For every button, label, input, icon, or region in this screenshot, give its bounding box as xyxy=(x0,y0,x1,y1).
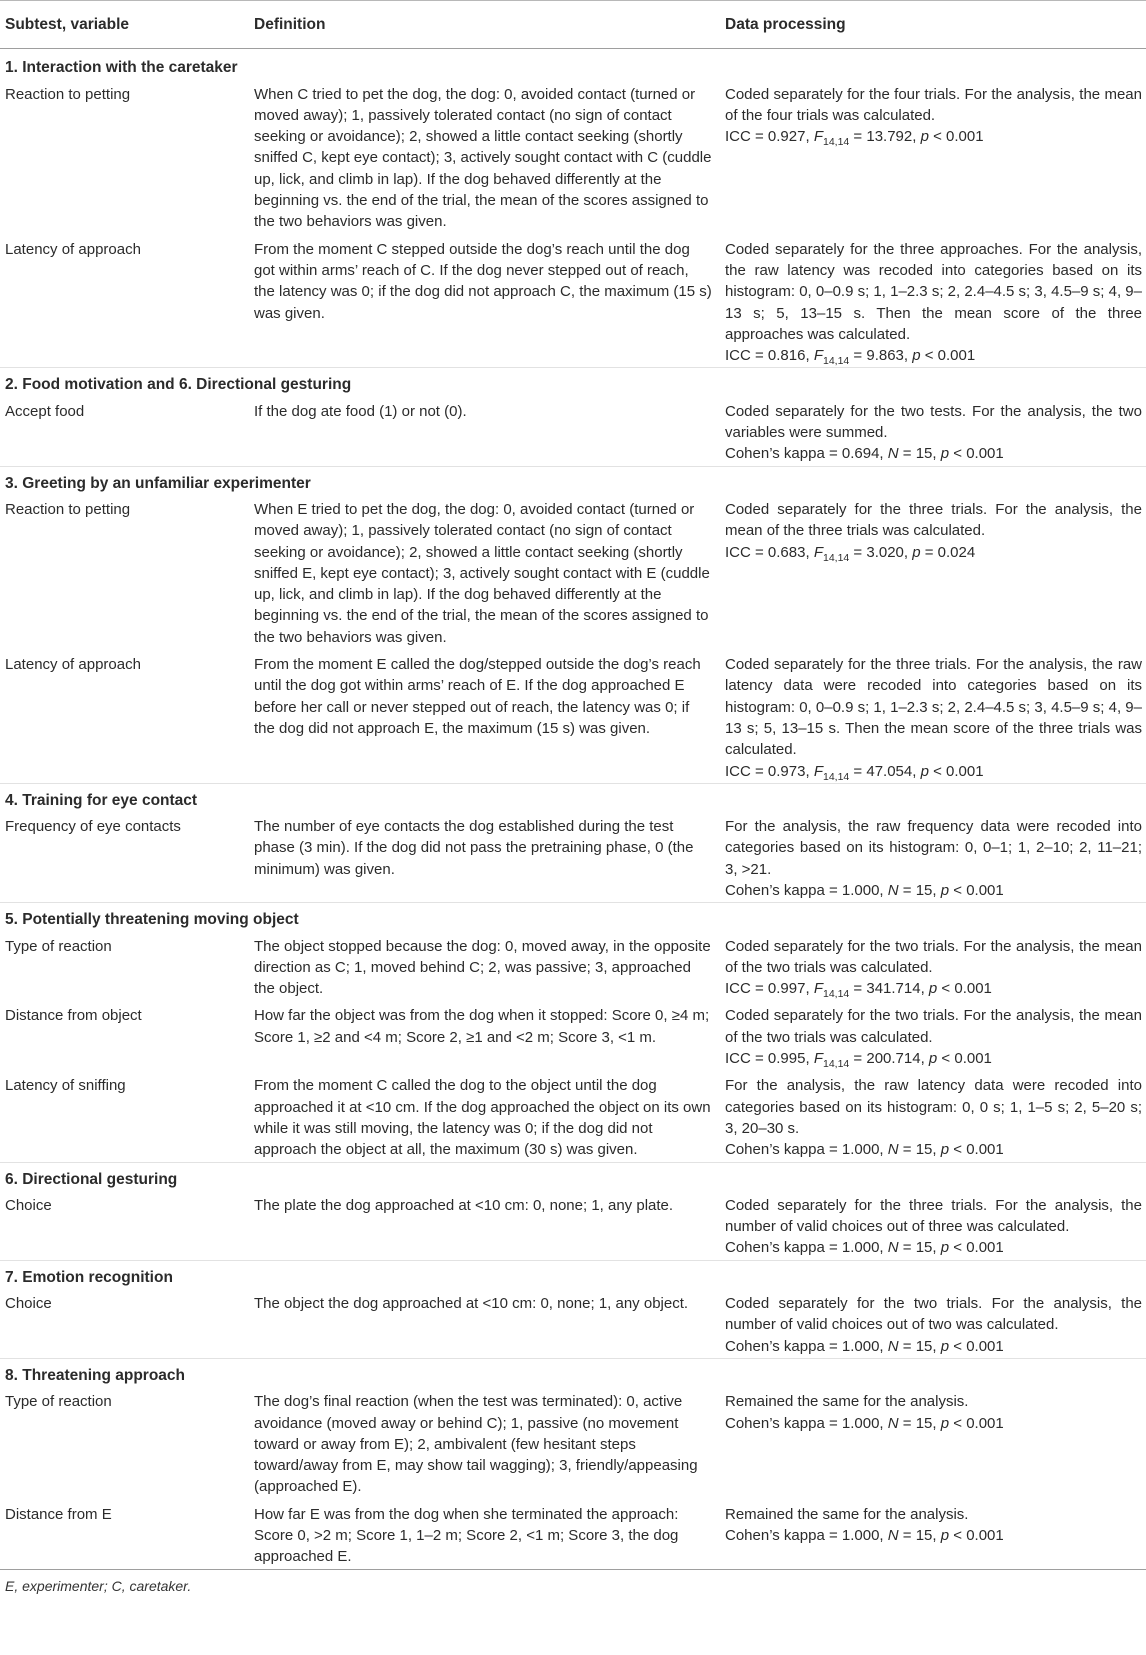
n-symbol: N xyxy=(887,1414,899,1432)
processing-text: Coded separately for the three trials. For the analysis, the mean of the three trials was calculated. xyxy=(725,500,1142,540)
p-value: < 0.001 xyxy=(949,1527,1004,1544)
processing-text: Coded separately for the two tests. For the analysis, the two variables were summed. xyxy=(725,402,1142,442)
table-row xyxy=(0,1386,1146,1498)
kappa-value: Cohen’s kappa = 1.000, xyxy=(725,881,888,899)
reliability-stat xyxy=(725,1048,1142,1069)
f-symbol: F xyxy=(813,1050,823,1068)
n-value: = 15, xyxy=(898,1414,941,1432)
variable-cell: Choice xyxy=(5,1295,52,1313)
p-value: < 0.001 xyxy=(937,980,992,998)
p-symbol: p xyxy=(928,980,938,998)
definition-cell: The object stopped because the dog: 0, moved away, in the opposite direction as C; 1, moved behind C; 2, was passive; 3, approached the object. xyxy=(254,937,711,998)
variable-cell: Type of reaction xyxy=(5,1393,112,1411)
section-header-row xyxy=(0,1260,1146,1288)
p-symbol: p xyxy=(940,1239,950,1257)
table-row xyxy=(0,79,1146,234)
kappa-value: Cohen’s kappa = 1.000, xyxy=(725,1239,888,1257)
definition-cell: When E tried to pet the dog, the dog: 0, avoided contact (turned or moved away); 1, passively tolerated contact (no sign of contact seeking or avoidance); 2, showed a little contact seeking (shortly sniffed E, kept eye contact); 3, actively sought contact with E (cuddle up, lick, and climb in lap). If the dog behaved differently at the beginning vs. the end of the trial, the mean of the scores assigned to the two behaviors was given. xyxy=(254,500,710,646)
section-title: 8. Threatening approach xyxy=(0,1358,1146,1386)
section-title: 1. Interaction with the caretaker xyxy=(5,59,238,77)
p-value: < 0.001 xyxy=(928,128,984,146)
definition-cell: The plate the dog approached at <10 cm: 0, none; 1, any plate. xyxy=(254,1196,674,1214)
p-value: < 0.001 xyxy=(949,881,1004,899)
section-title: 6. Directional gesturing xyxy=(0,1162,1146,1190)
processing-text: Coded separately for the three approaches. For the analysis, the raw latency was recoded into categories based on its histogram: 0, 0–0.9 s; 1, 1–2.3 s; 2, 2.4–4.5 s; 3, 4.5–9 s; 4, 9–13 s; 5, 13–15 s. Then the mean score of the three approaches was calculated. xyxy=(725,240,1142,343)
icc-value: ICC = 0.683, xyxy=(725,543,814,561)
processing-cell xyxy=(725,931,1146,1001)
reliability-stat xyxy=(725,880,1142,901)
header-subtest-variable: Subtest, variable xyxy=(0,1,254,49)
n-value: = 15, xyxy=(898,1527,941,1544)
table-row xyxy=(0,1499,1146,1569)
f-degrees-of-freedom: 14,14 xyxy=(822,136,850,149)
section-header-row xyxy=(0,783,1146,811)
variable-cell: Distance from E xyxy=(5,1505,112,1523)
section-header-row xyxy=(0,49,1146,79)
table-footnote: E, experimenter; C, caretaker. xyxy=(5,1578,192,1594)
f-value: = 200.714, xyxy=(849,1050,929,1068)
processing-cell xyxy=(725,1499,1146,1569)
reliability-stat xyxy=(725,126,1142,147)
section-title: 4. Training for eye contact xyxy=(0,783,1146,811)
icc-value: ICC = 0.973, xyxy=(725,762,814,780)
processing-cell xyxy=(725,396,1146,466)
p-value: < 0.001 xyxy=(937,1050,992,1068)
n-value: = 15, xyxy=(898,1337,941,1355)
p-symbol: p xyxy=(940,1337,950,1355)
variable-cell: Latency of approach xyxy=(5,656,141,674)
reliability-stat xyxy=(725,978,1142,999)
kappa-value: Cohen’s kappa = 1.000, xyxy=(725,1141,888,1159)
p-symbol: p xyxy=(912,543,921,561)
processing-cell xyxy=(725,234,1146,368)
kappa-value: Cohen’s kappa = 1.000, xyxy=(725,1527,888,1544)
p-symbol: p xyxy=(940,1414,950,1432)
kappa-value: Cohen’s kappa = 1.000, xyxy=(725,1414,888,1432)
f-symbol: F xyxy=(813,543,823,561)
processing-text: Remained the same for the analysis. xyxy=(725,1393,969,1411)
processing-text: Coded separately for the two trials. For the analysis, the mean of the two trials was calculated. xyxy=(725,937,1142,976)
processing-cell xyxy=(725,1190,1146,1260)
p-symbol: p xyxy=(940,1141,950,1159)
icc-value: ICC = 0.927, xyxy=(725,128,814,146)
p-symbol: p xyxy=(920,128,929,146)
f-degrees-of-freedom: 14,14 xyxy=(822,1058,850,1071)
table-row xyxy=(0,1190,1146,1260)
p-value: < 0.001 xyxy=(949,1141,1004,1159)
variable-cell: Distance from object xyxy=(5,1007,142,1025)
reliability-stat xyxy=(725,1413,1142,1434)
f-symbol: F xyxy=(813,762,823,780)
table-body xyxy=(0,49,1146,1569)
kappa-value: Cohen’s kappa = 0.694, xyxy=(725,445,888,463)
section-title: 7. Emotion recognition xyxy=(0,1260,1146,1288)
p-value: < 0.001 xyxy=(949,1337,1004,1355)
definition-cell: If the dog ate food (1) or not (0). xyxy=(254,402,467,420)
section-header-row xyxy=(0,1358,1146,1386)
n-symbol: N xyxy=(887,1239,899,1257)
p-symbol: p xyxy=(940,881,950,899)
definition-cell: From the moment C called the dog to the object until the dog approached it at <10 cm. If the dog approached the object on its own while it was still moving, the latency was 0; if the dog did not approach the object at all, the maximum (30 s) was given. xyxy=(254,1077,711,1159)
processing-text: Coded separately for the three trials. For the analysis, the number of valid choices out of three was calculated. xyxy=(725,1196,1142,1236)
variable-cell: Latency of sniffing xyxy=(5,1077,126,1095)
variable-cell: Choice xyxy=(5,1196,52,1214)
processing-cell xyxy=(725,811,1146,903)
processing-text: For the analysis, the raw latency data were recoded into categories based on its histogram: 0, 0 s; 1, 1–5 s; 2, 5–20 s; 3, 20–30 s. xyxy=(725,1077,1142,1137)
n-symbol: N xyxy=(887,1527,899,1544)
processing-cell xyxy=(725,1000,1146,1070)
variable-cell: Type of reaction xyxy=(5,937,112,955)
p-value: < 0.001 xyxy=(928,762,984,780)
n-value: = 15, xyxy=(898,1239,941,1257)
table-row xyxy=(0,396,1146,466)
p-symbol: p xyxy=(940,1527,950,1544)
table-row xyxy=(0,931,1146,1001)
reliability-stat xyxy=(725,1139,1142,1160)
variable-cell: Reaction to petting xyxy=(5,500,131,518)
f-symbol: F xyxy=(813,128,823,146)
f-degrees-of-freedom: 14,14 xyxy=(822,355,850,368)
n-symbol: N xyxy=(887,1337,899,1355)
n-symbol: N xyxy=(887,445,899,463)
f-symbol: F xyxy=(813,347,823,365)
section-header-row xyxy=(0,368,1146,396)
p-symbol: p xyxy=(928,1050,938,1068)
definition-cell: From the moment C stepped outside the dog’s reach until the dog got within arms’ reach of C. If the dog never stepped out of reach, the latency was 0; if the dog did not approach C, the maximum (15 s) was given. xyxy=(254,240,712,322)
processing-text: Coded separately for the four trials. For the analysis, the mean of the four trials was calculated. xyxy=(725,85,1142,124)
f-symbol: F xyxy=(813,980,823,998)
section-title: 2. Food motivation and 6. Directional gesturing xyxy=(0,368,1146,396)
reliability-stat xyxy=(725,542,1142,563)
variable-cell: Reaction to petting xyxy=(5,85,131,103)
header-definition: Definition xyxy=(254,1,725,49)
table-row xyxy=(0,234,1146,368)
f-degrees-of-freedom: 14,14 xyxy=(822,988,850,1001)
table-row xyxy=(0,1288,1146,1358)
table-row xyxy=(0,1070,1146,1162)
header-data-processing: Data processing xyxy=(725,1,1146,49)
processing-text: Remained the same for the analysis. xyxy=(725,1505,969,1523)
processing-text: Coded separately for the three trials. For the analysis, the raw latency data were recoded into categories based on its histogram: 0, 0–0.9 s; 1, 1–2.3 s; 2, 2.4–4.5 s; 3, 4.5–9 s; 4, 9–13 s; 5, 13–15 s. Then the mean score of the three trials was calculated. xyxy=(725,656,1142,759)
reliability-stat xyxy=(725,761,1142,782)
n-value: = 15, xyxy=(898,445,941,463)
p-value: < 0.001 xyxy=(920,347,976,365)
f-value: = 13.792, xyxy=(849,128,921,146)
definition-cell: The object the dog approached at <10 cm: 0, none; 1, any object. xyxy=(254,1295,689,1313)
n-value: = 15, xyxy=(898,1141,941,1159)
definition-cell: The number of eye contacts the dog established during the test phase (3 min). If the dog did not pass the pretraining phase, 0 (the minimum) was given. xyxy=(254,818,694,878)
table-row xyxy=(0,649,1146,783)
processing-text: Coded separately for the two trials. For the analysis, the number of valid choices out of two was calculated. xyxy=(725,1295,1142,1334)
p-value: < 0.001 xyxy=(949,1414,1004,1432)
reliability-stat xyxy=(725,1525,1142,1546)
f-value: = 3.020, xyxy=(849,543,913,561)
icc-value: ICC = 0.997, xyxy=(725,980,814,998)
reliability-stat xyxy=(725,1336,1142,1357)
n-symbol: N xyxy=(887,881,899,899)
definition-cell: How far the object was from the dog when it stopped: Score 0, ≥4 m; Score 1, ≥2 and <4 m; Score 2, ≥1 and <2 m; Score 3, <1 m. xyxy=(254,1007,710,1046)
table-row xyxy=(0,494,1146,649)
f-degrees-of-freedom: 14,14 xyxy=(822,770,850,783)
processing-text: For the analysis, the raw frequency data were recoded into categories based on its histogram: 0, 0–1; 1, 2–10; 2, 11–21; 3, >21. xyxy=(725,818,1142,878)
p-symbol: p xyxy=(920,762,929,780)
p-symbol: p xyxy=(940,445,950,463)
reliability-stat xyxy=(725,345,1142,366)
definition-cell: How far E was from the dog when she terminated the approach: Score 0, >2 m; Score 1, 1–2 m; Score 2, <1 m; Score 3, the dog approached E. xyxy=(254,1505,679,1566)
section-title: 3. Greeting by an unfamiliar experimenter xyxy=(0,466,1146,494)
section-header-row xyxy=(0,903,1146,931)
reliability-stat xyxy=(725,1237,1142,1258)
table-row xyxy=(0,1000,1146,1070)
variable-cell: Latency of approach xyxy=(5,240,141,258)
f-value: = 47.054, xyxy=(849,762,921,780)
processing-cell xyxy=(725,1386,1146,1498)
variable-cell: Frequency of eye contacts xyxy=(5,818,181,836)
section-title: 5. Potentially threatening moving object xyxy=(0,903,1146,931)
definition-cell: The dog’s final reaction (when the test was terminated): 0, active avoidance (moved away or behind C); 1, passive (no movement toward or away from E); 2, ambivalent (few hesitant steps toward/away from E, may show tail wagging); 3, friendly/appeasing (approached E). xyxy=(254,1393,698,1496)
p-value: < 0.001 xyxy=(949,445,1004,463)
definition-cell: When C tried to pet the dog, the dog: 0, avoided contact (turned or moved away); 1, passively tolerated contact (no sign of contact seeking or avoidance); 2, showed a little contact seeking (shortly sniffed C, kept eye contact); 3, actively sought contact with C (cuddle up, lick, and climb in lap). If the dog behaved differently at the beginning vs. the end of the trial, the mean of the scores assigned to the two behaviors was given. xyxy=(254,85,712,231)
processing-text: Coded separately for the two trials. For the analysis, the mean of the two trials was calculated. xyxy=(725,1007,1142,1046)
variable-cell: Accept food xyxy=(5,402,85,420)
icc-value: ICC = 0.816, xyxy=(725,347,814,365)
f-value: = 341.714, xyxy=(849,980,929,998)
kappa-value: Cohen’s kappa = 1.000, xyxy=(725,1337,888,1355)
icc-value: ICC = 0.995, xyxy=(725,1050,814,1068)
processing-cell xyxy=(725,649,1146,783)
p-symbol: p xyxy=(912,347,921,365)
section-header-row xyxy=(0,1162,1146,1190)
n-symbol: N xyxy=(887,1141,899,1159)
f-value: = 9.863, xyxy=(849,347,913,365)
header-row xyxy=(0,1,1146,49)
processing-cell xyxy=(725,494,1146,649)
f-degrees-of-freedom: 14,14 xyxy=(822,551,850,564)
section-header-row xyxy=(0,466,1146,494)
processing-cell xyxy=(725,1288,1146,1358)
table-header xyxy=(0,1,1146,49)
n-value: = 15, xyxy=(898,881,941,899)
table-row xyxy=(0,811,1146,903)
p-value: = 0.024 xyxy=(920,543,976,561)
processing-cell xyxy=(725,1070,1146,1162)
definition-cell: From the moment E called the dog/stepped outside the dog’s reach until the dog got within arms’ reach of E. If the dog approached E before her call or never stepped out of reach, the latency was 0; if the dog did not approach E, the maximum (15 s) was given. xyxy=(254,656,701,737)
reliability-stat xyxy=(725,443,1142,464)
processing-cell xyxy=(725,79,1146,234)
p-value: < 0.001 xyxy=(949,1239,1004,1257)
